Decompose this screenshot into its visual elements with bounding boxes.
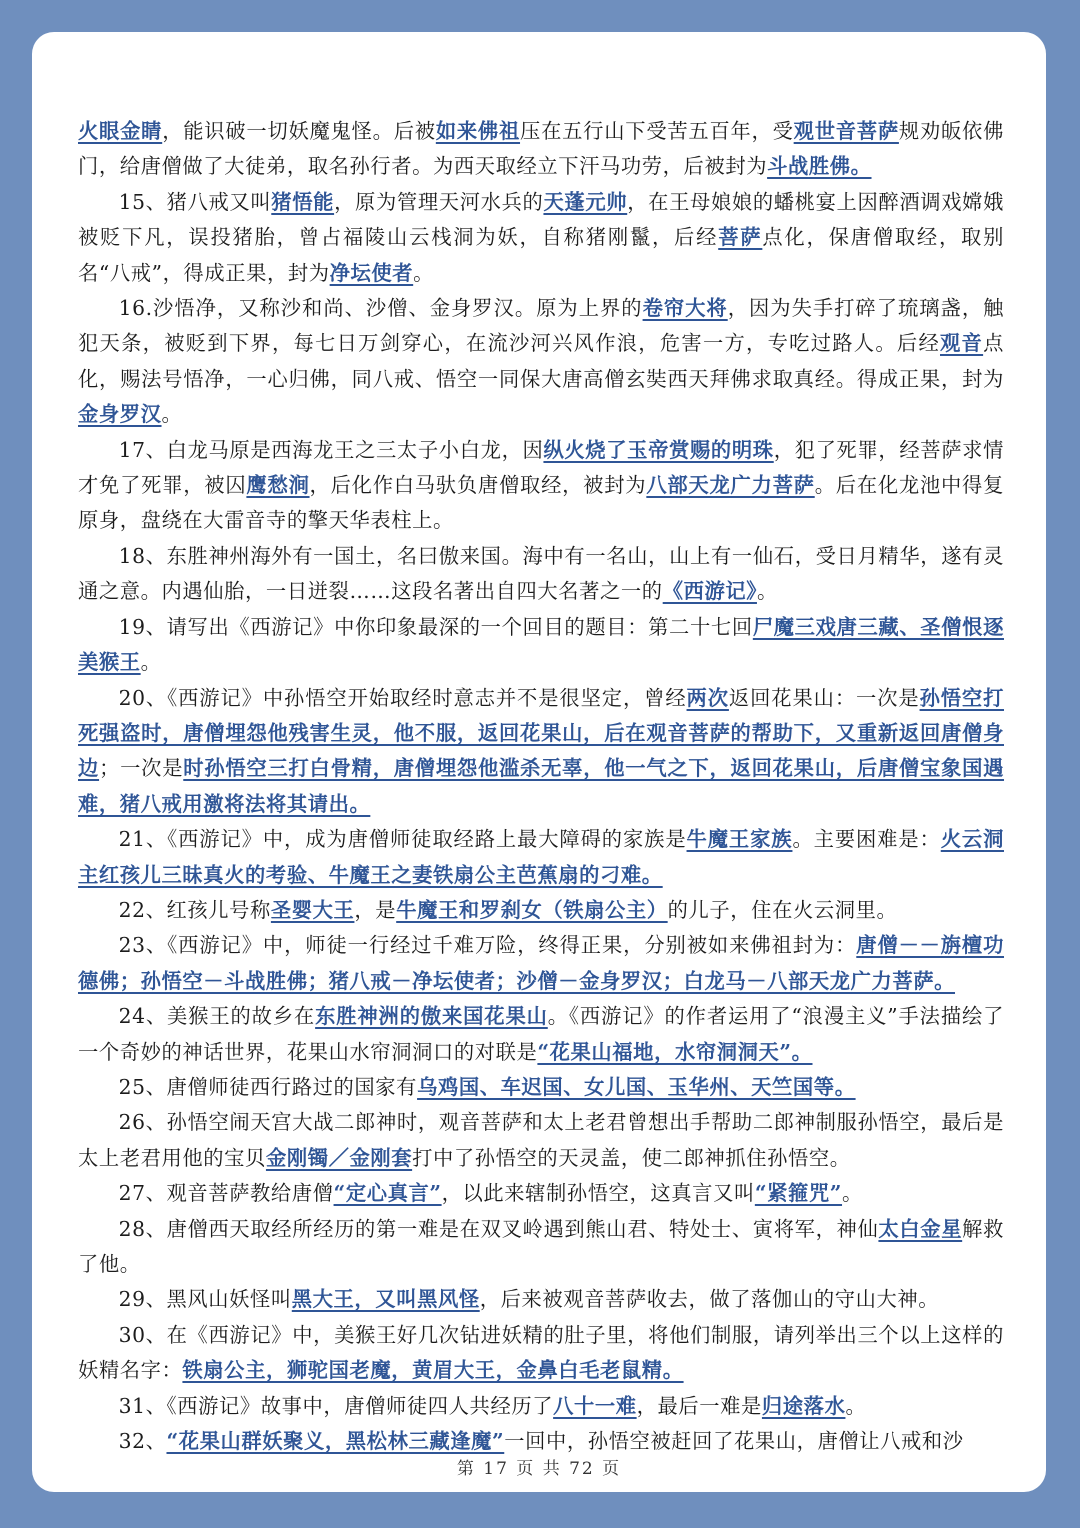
answer-text: 东胜神洲的傲来国花果山 [315,1004,548,1029]
body-text: 压在五行山下受苦五百年，受 [520,119,794,143]
body-text: 16.沙悟净，又称沙和尚、沙僧、金身罗汉。原为上界的 [118,296,643,321]
answer-text: “花果山福地，水帘洞洞天”。 [537,1039,813,1064]
paragraph [78,1070,1004,1105]
answer-text: 铁扇公主，狮驼国老魔，黄眉大王，金鼻白毛老鼠精。 [182,1358,684,1383]
answer-text: 火眼金睛 [78,119,163,143]
paragraph [78,185,1004,291]
answer-text: “定心真言” [333,1181,442,1206]
page-footer [32,1452,1046,1487]
answer-text: 鹰愁涧 [246,473,310,498]
body-text: 。后在化龙池中得复原身，盘绕在大雷音寺的擎天华表柱上。 [78,473,1004,533]
paragraph [78,610,1004,681]
body-text: ，是 [354,897,397,922]
paragraph [78,433,1004,539]
body-text: ，以此来辖制孙悟空，这真言又叫 [441,1181,755,1206]
body-text: 25、唐僧师徒西行路过的国家有 [118,1074,418,1099]
body-text: 23、《西游记》中，师徒一行经过千难万险，终得正果，分别被如来佛祖封为： [118,933,857,958]
body-text: ，最后一难是 [636,1393,762,1418]
answer-text: 牛魔王和罗刹女（铁扇公主） [396,897,668,922]
body-text: 21、《西游记》中，成为唐僧师徒取经路上最大障碍的家族是 [118,827,687,852]
body-text: 28、唐僧西天取经所经历的第一难是在双叉岭遇到熊山君、特处士、寅将军，神仙 [118,1216,879,1241]
answer-text: 黑大王，又叫黑风怪 [291,1287,480,1312]
body-text: 30、在《西游记》中，美猴王好几次钻进妖精的肚子里，将他们制服，请列举出三个以上这样的妖精名字： [78,1322,1004,1383]
document-body [78,114,1004,1459]
paragraph [78,114,1004,185]
paragraph [78,1389,1004,1424]
answer-text: 八部天龙广力菩萨 [646,473,815,498]
answer-text: “花果山群妖聚义，黑松林三藏逢魔” [166,1429,505,1454]
body-text: 29、黑风山妖怪叫 [118,1287,292,1312]
body-text: ，在王母娘娘的蟠桃宴上因醉酒调戏嫦娥被贬下凡，误投猪胎，曾占福陵山云栈洞为妖，自称猪刚鬣，后经 [78,189,1004,250]
body-text: 一回中，孙悟空被赶回了花果山，唐僧让八戒和沙 [504,1429,964,1454]
answer-text: 归途落水 [761,1393,846,1418]
answer-text: 八十一难 [553,1393,637,1418]
paragraph [78,681,1004,823]
body-text: 22、红孩儿号称 [118,897,271,922]
paragraph [78,1318,1004,1389]
answer-text: 太白金星 [878,1216,963,1241]
body-text: 。 [413,260,435,285]
body-text: 的儿子，住在火云洞里。 [667,897,898,922]
footer-mid: 页 共 [516,1459,562,1479]
paragraph [78,893,1004,928]
body-text: 。 [140,650,162,675]
body-text: 26、孙悟空闹天宫大战二郎神时，观音菩萨和太上老君曾想出手帮助二郎神制服孙悟空，最后是太上老君用他的宝贝 [78,1110,1004,1170]
body-text: 。 [756,579,778,604]
body-text: ；一次是 [99,756,184,781]
answer-text: 观音 [940,331,984,356]
answer-text: 时孙悟空三打白骨精，唐僧埋怨他滥杀无辜，他一气之下，返回花果山，后唐僧宝象国遇难，猪八戒用激将法将其请出。 [78,756,1005,816]
paragraph [78,1282,1004,1317]
body-text: ，原为管理天河水兵的 [334,189,544,214]
paragraph [78,291,1004,433]
answer-text: 猪悟能 [271,189,335,214]
body-text: 18、东胜神州海外有一国土，名曰傲来国。海中有一名山，山上有一仙石，受日月精华，遂有灵通之意。内遇仙胎，一日迸裂……这段名著出自四大名著之一的 [78,543,1004,604]
answer-text: 火云洞主红孩儿三昧真火的考验、牛魔王之妻铁扇公主芭蕉扇的刁难。 [78,827,1004,887]
body-text: 。《西游记》的作者运用了“浪漫主义”手法描绘了一个奇妙的神话世界，花果山水帘洞洞口的对联是 [78,1004,1004,1064]
answer-text: 天蓬元帅 [543,189,628,214]
body-text: 17、白龙马原是西海龙王之三太子小白龙，因 [118,437,544,462]
answer-text: 尸魔三戏唐三藏、圣僧恨逐美猴王 [78,614,1004,675]
paragraph [78,928,1004,999]
answer-text: 如来佛祖 [435,119,521,143]
body-text: 点化，保唐僧取经，取别名“八戒”，得成正果，封为 [78,225,1004,285]
answer-text: 孙悟空打死强盗时，唐僧埋怨他残害生灵，他不服，返回花果山，后在观音菩萨的帮助下，又重新返回唐僧身边 [78,685,1004,781]
answer-text: 净坛使者 [329,260,414,285]
body-text: ，后来被观音菩萨收去，做了落伽山的守山大神。 [479,1287,940,1312]
body-text: 。 [842,1181,863,1206]
paragraph [78,539,1004,610]
body-text: 20、《西游记》中孙悟空开始取经时意志并不是很坚定，曾经 [118,685,687,710]
paragraph [78,822,1004,893]
body-text: 规劝皈依佛门，给唐僧做了大徒弟，取名孙行者。为西天取经立下汗马功劳，后被封为 [78,119,1004,179]
body-text: 19、请写出《西游记》中你印象最深的一个回目的题目：第二十七回 [118,614,753,639]
current-page-number: 17 [483,1459,509,1479]
body-text: ，犯了死罪，经菩萨求情才免了死罪，被囚 [78,437,1004,498]
body-text: 32、 [118,1429,167,1454]
footer-prefix: 第 [456,1459,476,1479]
body-text: 。 [161,402,183,427]
answer-text: 斗战胜佛。 [767,154,872,179]
body-text: 。 [845,1393,867,1418]
body-text: 点化，赐法号悟净，一心归佛，同八戒、悟空一同保大唐高僧玄奘西天拜佛求取真经。得成正果，封为 [78,331,1004,391]
body-text: 解救了他。 [78,1216,1004,1276]
body-text: 15、猪八戒又叫 [118,189,272,214]
body-text: 24、美猴王的故乡在 [118,1004,316,1029]
body-text: ，后化作白马驮负唐僧取经，被封为 [309,473,647,498]
paragraph [78,999,1004,1070]
footer-suffix: 页 [602,1459,622,1479]
answer-text: “紧箍咒” [754,1181,843,1206]
answer-text: 纵火烧了玉帝赏赐的明珠 [543,437,774,462]
answer-text: 金刚镯／金刚套 [265,1145,413,1170]
body-text: 27、观音菩萨教给唐僧 [118,1181,334,1206]
body-text: 。主要困难是： [792,827,941,852]
answer-text: 卷帘大将 [642,296,728,321]
answer-text: 两次 [686,685,729,710]
answer-text: 《西游记》 [662,579,757,604]
body-text: 打中了孙悟空的天灵盖，使二郎神抓住孙悟空。 [412,1145,851,1170]
answer-text: 圣婴大王 [270,897,355,922]
total-page-count: 72 [569,1459,595,1479]
answer-text: 观世音菩萨 [793,119,899,143]
paragraph [78,1176,1004,1211]
answer-text: 菩萨 [718,225,763,250]
answer-text: 乌鸡国、车迟国、女儿国、玉华州、天竺国等。 [417,1074,856,1099]
answer-text: 牛魔王家族 [686,827,793,852]
body-text: 31、《西游记》故事中，唐僧师徒四人共经历了 [118,1393,554,1418]
body-text: ，能识破一切妖魔鬼怪。后被 [162,119,436,143]
body-text: ，因为失手打碎了琉璃盏，触犯天条，被贬到下界，每七日万剑穿心，在流沙河兴风作浪，危害一方，专吃过路人。后经 [78,296,1004,356]
answer-text: 金身罗汉 [78,402,162,427]
body-text: 返回花果山：一次是 [728,685,920,710]
document-page [32,32,1046,1492]
answer-text: 唐僧－－旃檀功德佛；孙悟空－斗战胜佛；猪八戒－净坛使者；沙僧－金身罗汉；白龙马－八部天龙广力菩萨。 [78,933,1005,993]
paragraph [78,1105,1004,1176]
paragraph [78,1212,1004,1283]
